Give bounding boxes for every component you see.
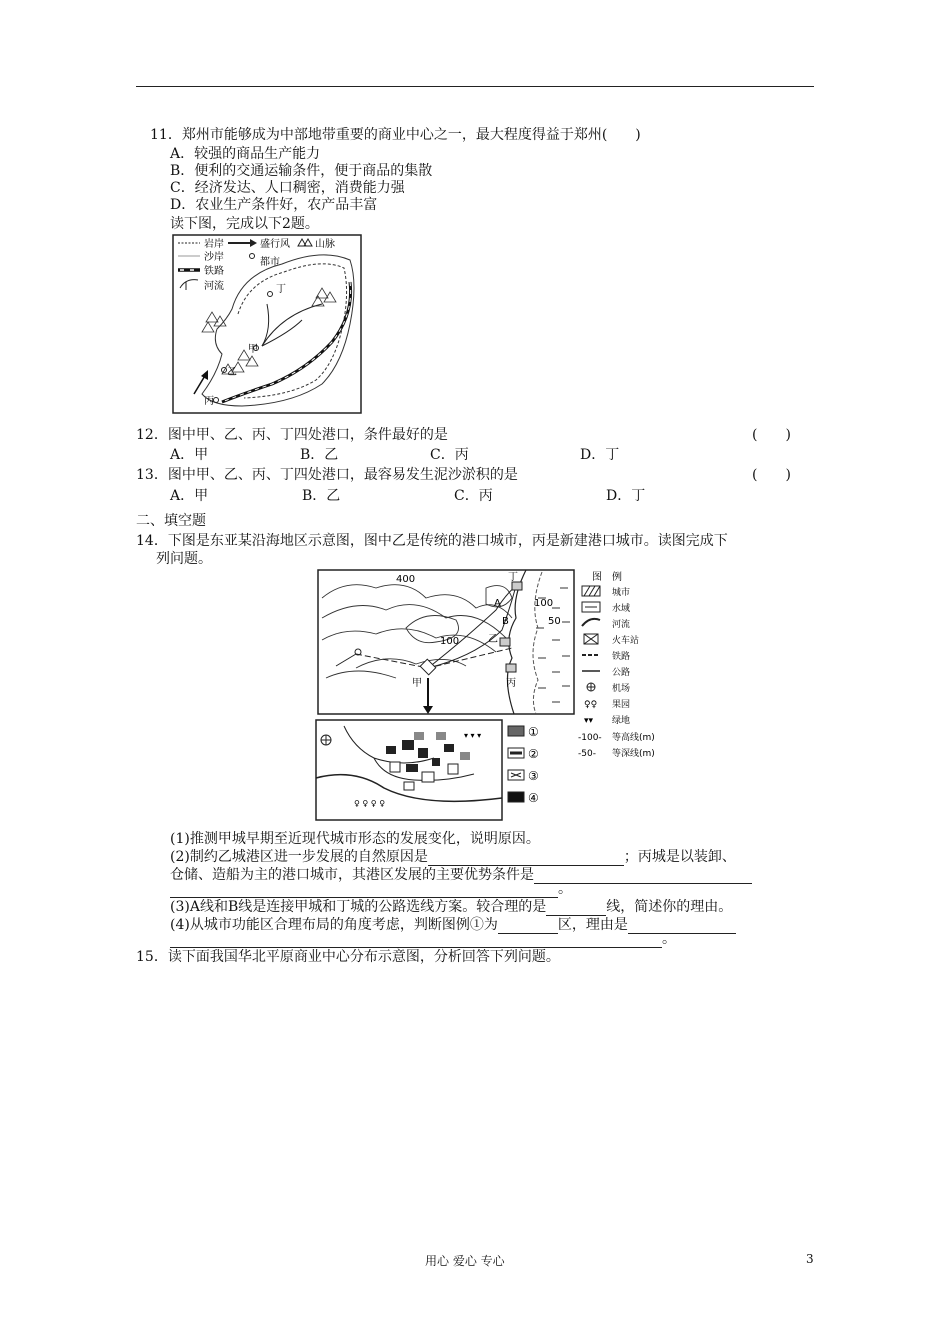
q14-part2-line3: 。 bbox=[170, 878, 572, 898]
map2-legend bbox=[578, 568, 686, 764]
q13-stem: 13．图中甲、乙、丙、丁四处港口，最容易发生泥沙淤积的是 bbox=[136, 467, 518, 483]
legend-station-label: 火车站 bbox=[612, 636, 640, 646]
legend-rocky-coast: 岩岸 bbox=[204, 239, 224, 250]
q12-option-d: D．丁 bbox=[580, 447, 620, 463]
legend-road-label: 公路 bbox=[612, 668, 631, 678]
q14-part2-line2: 仓储、造船为主的港口城市，其港区发展的主要优势条件是 bbox=[170, 864, 752, 884]
q13-paren: ( ) bbox=[752, 467, 791, 483]
legend-depth-label: 等深线(m) bbox=[612, 749, 655, 759]
q14-stem-line2: 列问题。 bbox=[156, 551, 212, 567]
orchard-icon: ♀♀ bbox=[584, 700, 598, 710]
map2-label-jia: 甲 bbox=[412, 678, 422, 689]
map2-label-yi: 乙 bbox=[488, 634, 498, 645]
legend-green-label: 绿地 bbox=[612, 716, 631, 726]
q13-option-a: A．甲 bbox=[170, 488, 209, 504]
city-detail-map bbox=[314, 718, 504, 822]
label-jia: 甲 bbox=[248, 344, 258, 355]
legend-wind: 盛行风 bbox=[260, 239, 290, 250]
q14-stem-line1: 14．下图是东亚某沿海地区示意图，图中乙是传统的港口城市，丙是新建港口城市。读图完成下 bbox=[136, 533, 728, 549]
contour-400: 400 bbox=[396, 574, 416, 585]
legend-mountain: 山脉 bbox=[315, 239, 335, 250]
legend-depth-sample: -50- bbox=[578, 749, 596, 759]
section-heading: 二、填空题 bbox=[136, 513, 206, 529]
q11-stem: 11．郑州市能够成为中部地带重要的商业中心之一，最大程度得益于郑州( ) bbox=[150, 127, 641, 143]
legend-railway: 铁路 bbox=[204, 266, 224, 277]
q11-option-a: A．较强的商品生产能力 bbox=[170, 146, 321, 162]
green-marks: ▾ ▾ ▾ bbox=[464, 731, 482, 740]
q12-paren: ( ) bbox=[752, 427, 791, 443]
zone-legend-1: ① bbox=[528, 725, 539, 739]
q13-option-c: C．丙 bbox=[454, 488, 493, 504]
label-bing: 丙 bbox=[204, 396, 214, 407]
zone-legend-2: ② bbox=[528, 747, 539, 761]
q14-part2-line1: (2)制约乙城港区进一步发展的自然原因是 ；丙城是以装卸、 bbox=[170, 849, 736, 865]
footer-motto: 用心 爱心 专心 bbox=[425, 1254, 505, 1268]
q14-part4-line2: 。 bbox=[170, 928, 676, 948]
q12-option-a: A．甲 bbox=[170, 447, 209, 463]
label-ding: 丁 bbox=[276, 284, 286, 295]
q14-part4-line1: (4)从城市功能区合理布局的角度考虑，判断图例①为 区，理由是 bbox=[170, 914, 736, 934]
legend-city-label: 城市 bbox=[612, 588, 631, 598]
q11-option-d: D．农业生产条件好，农产品丰富 bbox=[170, 197, 378, 213]
legend-water-label: 水域 bbox=[612, 604, 631, 614]
page-number: 3 bbox=[806, 1252, 814, 1266]
legend-orchard-label: 果园 bbox=[612, 700, 631, 710]
zone-legend-4: ④ bbox=[528, 791, 539, 805]
map2-label-a: A bbox=[494, 598, 501, 609]
q14-part3: (3)A线和B线是连接甲城和丁城的公路选线方案。较合理的是 线，简述你的理由。 bbox=[170, 899, 733, 915]
contour-50-sea: 50 bbox=[548, 616, 561, 627]
q11-option-b: B．便利的交通运输条件，便于商品的集散 bbox=[170, 163, 433, 179]
legend-rail-label: 铁路 bbox=[612, 652, 631, 662]
legend-sandy-coast: 沙岸 bbox=[204, 252, 224, 263]
greenland-icon: ▾▾ bbox=[584, 716, 594, 726]
zone-legend bbox=[506, 722, 556, 810]
map2-label-b: B bbox=[502, 616, 509, 627]
q12-option-b: B．乙 bbox=[300, 447, 339, 463]
legend-title: 图 例 bbox=[592, 572, 622, 583]
coastal-region-map bbox=[316, 568, 576, 716]
orchard-marks: ♀ ♀ ♀ ♀ bbox=[354, 799, 386, 808]
q13-option-d: D．丁 bbox=[606, 488, 646, 504]
contour-100-land: 100 bbox=[440, 636, 460, 647]
header-rule bbox=[136, 86, 814, 87]
zone-legend-3: ③ bbox=[528, 769, 539, 783]
label-yi: 乙 bbox=[227, 367, 237, 378]
legend-airport-label: 机场 bbox=[612, 684, 631, 694]
q13-option-b: B．乙 bbox=[302, 488, 341, 504]
legend-contour-label: 等高线(m) bbox=[612, 733, 655, 743]
legend-river: 河流 bbox=[204, 281, 224, 292]
legend-city: 都市 bbox=[260, 257, 280, 268]
q14-part1: (1)推测甲城早期至近现代城市形态的发展变化，说明原因。 bbox=[170, 831, 540, 847]
q12-option-c: C．丙 bbox=[430, 447, 469, 463]
coast-map-figure bbox=[172, 234, 362, 414]
q15-stem: 15．读下面我国华北平原商业中心分布示意图，分析回答下列问题。 bbox=[136, 949, 560, 965]
map2-label-bing: 丙 bbox=[506, 678, 516, 689]
q12-stem: 12．图中甲、乙、丙、丁四处港口，条件最好的是 bbox=[136, 427, 448, 443]
legend-river-label: 河流 bbox=[612, 620, 631, 630]
q11-option-c: C．经济发达、人口稠密，消费能力强 bbox=[170, 180, 405, 196]
q11-intro: 读下图，完成以下2题。 bbox=[170, 216, 319, 232]
map2-label-ding: 丁 bbox=[508, 572, 518, 583]
legend-contour-sample: -100- bbox=[578, 733, 602, 743]
contour-100-sea: 100 bbox=[534, 598, 554, 609]
